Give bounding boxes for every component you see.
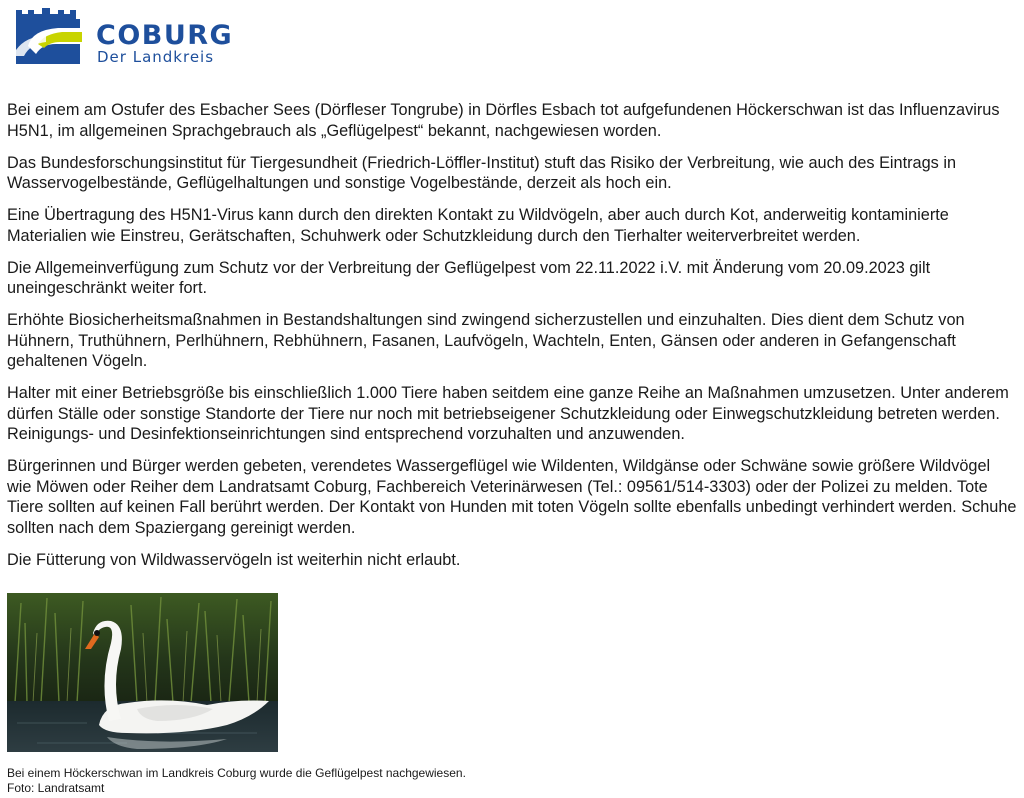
logo-title: COBURG — [96, 20, 234, 51]
paragraph: Bürgerinnen und Bürger werden gebeten, verendetes Wassergeflügel wie Wildenten, Wildgänse oder Schwäne sowie größere Wildvögel wie Möwen oder Reiher dem Landratsamt Coburg, Fachbereich Veterinärwesen (Tel.: 09561/514-3303) oder der Polizei zu melden. Tote Tiere sollten auf keinen Fall berührt werden. Der Kontakt von Hunden mit toten Vögeln sollte ebenfalls unbedingt verhindert werden. Schuhe sollten nach dem Spaziergang gereinigt werden. — [7, 457, 1017, 537]
article-body — [7, 100, 1017, 582]
caption-text: Bei einem Höckerschwan im Landkreis Coburg wurde die Geflügelpest nachgewiesen. — [7, 766, 466, 780]
coburg-logo[interactable] — [12, 6, 268, 68]
paragraph: Eine Übertragung des H5N1-Virus kann durch den direkten Kontakt zu Wildvögeln, aber auch durch Kot, anderweitig kontaminierte Materialien wie Einstreu, Gerätschaften, Schuhwerk oder Schutzkleidung durch den Tierhalter weiterverbreitet werden. — [7, 206, 949, 245]
paragraph: Das Bundesforschungsinstitut für Tiergesundheit (Friedrich-Löffler-Institut) stuft das Risiko der Verbreitung, wie auch des Eintrags in Wasservogelbestände, Geflügelhaltungen und sonstige Vogelbestände, derzeit als hoch ein. — [7, 153, 956, 192]
paragraph: Bei einem am Ostufer des Esbacher Sees (Dörfleser Tongrube) in Dörfles Esbach tot aufgefundenen Höckerschwan ist das Influenzavirus H5N1, im allgemeinen Sprachgebrauch als „Geflügelpest“ bekannt, nachgewiesen worden. — [7, 101, 1000, 140]
paragraph: Die Fütterung von Wildwasservögeln ist weiterhin nicht erlaubt. — [7, 550, 461, 569]
photo-caption — [7, 766, 466, 796]
paragraph: Die Allgemeinverfügung zum Schutz vor der Verbreitung der Geflügelpest vom 22.11.2022 i.V. mit Änderung vom 20.09.2023 gilt uneingeschränkt weiter fort. — [7, 258, 931, 297]
swan-photo — [7, 593, 278, 752]
coat-of-arms-icon — [12, 6, 84, 66]
paragraph: Halter mit einer Betriebsgröße bis einschließlich 1.000 Tiere haben seitdem eine ganze Reihe an Maßnahmen umzusetzen. Unter anderem dürfen Ställe oder sonstige Standorte der Tiere nur noch mit betriebseigener Schutzkleidung oder Einwegschutzkleidung betreten werden. Reinigungs- und Desinfektionseinrichtungen sind entsprechend vorzuhalten und anzuwenden. — [7, 384, 1009, 443]
paragraph: Erhöhte Biosicherheitsmaßnahmen in Bestandshaltungen sind zwingend sicherzustellen und einzuhalten. Dies dient dem Schutz von Hühnern, Truthühnern, Perlhühnern, Rebhühnern, Fasanen, Laufvögeln, Wachteln, Enten, Gänsen oder anderen in Gefangenschaft gehaltenen Vögeln. — [7, 311, 965, 370]
photo-credit: Foto: Landratsamt — [7, 781, 105, 795]
logo-subtitle: Der Landkreis — [97, 48, 215, 66]
